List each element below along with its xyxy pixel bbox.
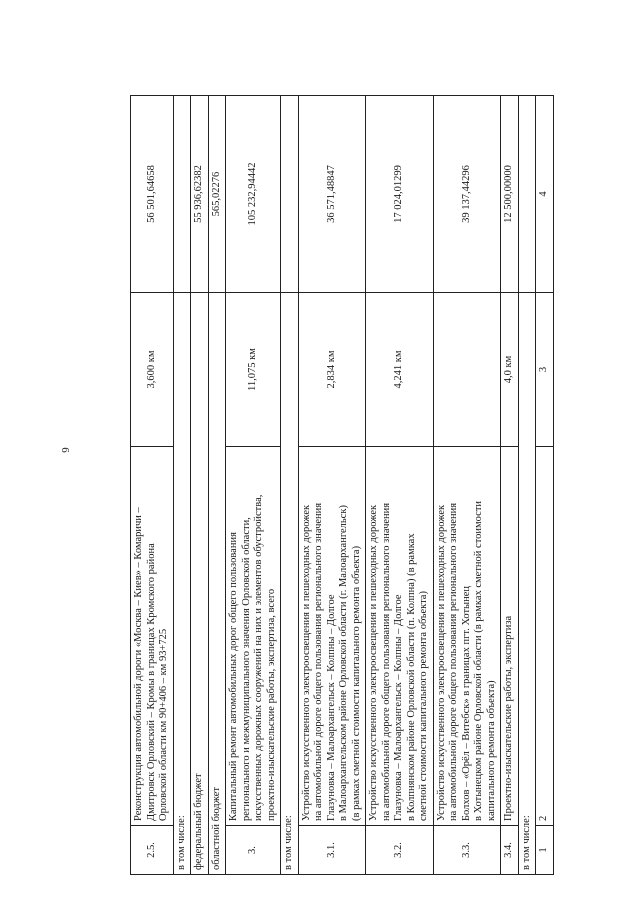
row-length: 4,241 км xyxy=(366,293,434,447)
description-line: Орловской области км 90+406 – км 93+725 xyxy=(158,628,169,821)
row-length: 3,600 км xyxy=(131,293,174,447)
subrow-label: федеральный бюджет xyxy=(191,293,209,875)
description-line: искусственных дорожных сооружений на них и элементов обустройства, xyxy=(253,494,264,821)
description-line: Реконструкция автомобильной дороги «Москва – Киев» – Комаричи – xyxy=(133,507,144,821)
description-line: Глазуновка – Малоархангельск – Колпны – Долгое xyxy=(393,594,404,821)
row-amount: 12 500,00000 xyxy=(501,96,519,293)
row-number: 3.3. xyxy=(433,826,501,875)
row-amount: 56 501,64658 xyxy=(131,96,174,293)
subrow-amount xyxy=(281,96,299,293)
row-amount: 39 137,44296 xyxy=(433,96,501,293)
row-length xyxy=(433,293,501,447)
row-number: 2.5. xyxy=(131,826,174,875)
row-length: 2,834 км xyxy=(298,293,366,447)
budget-table xyxy=(130,95,554,875)
row-amount: 36 571,48847 xyxy=(298,96,366,293)
row-number: 3.1. xyxy=(298,826,366,875)
row-amount: 105 232,94442 xyxy=(226,96,281,293)
column-number: 4 xyxy=(536,96,554,293)
row-amount: 17 024,01299 xyxy=(366,96,434,293)
row-length: 11,075 км xyxy=(226,293,281,447)
row-number: 3.4. xyxy=(501,826,519,875)
row-description xyxy=(131,447,174,826)
description-line: Дмитровск Орловский – Кромы в границах Кромского района xyxy=(145,543,157,821)
subrow-label: областной бюджет xyxy=(208,293,226,875)
table-row xyxy=(131,96,174,875)
subrow-amount: 565,02276 xyxy=(208,96,226,293)
description-line: Устройство искусственного электроосвещения и пешеходных дорожек xyxy=(300,504,312,821)
column-number: 2 xyxy=(536,447,554,826)
description-line: Капитальный ремонт автомобильных дорог общего пользования xyxy=(228,532,239,821)
description-line: на автомобильной дороге общего пользования регионального значения xyxy=(448,502,459,821)
table-row xyxy=(501,96,519,875)
table-row xyxy=(518,96,536,875)
description-line: Глазуновка – Малоархангельск – Колпны – Долгое xyxy=(325,594,337,821)
table-row xyxy=(226,96,281,875)
description-line: на автомобильной дороге общего пользования регионального значения xyxy=(380,502,392,821)
description-line: в Малоархангельском районе Орловской области (г. Малоархангельск) xyxy=(338,505,349,821)
description-line: (в рамках сметной стоимости капитального ремонта объекта) xyxy=(350,545,362,821)
description-line: Устройство искусственного электроосвещения и пешеходных дорожек xyxy=(435,504,447,821)
row-length: 4,0 км xyxy=(501,293,519,447)
column-number: 3 xyxy=(536,293,554,447)
description-line: Устройство искусственного электроосвещения и пешеходных дорожек xyxy=(368,504,379,821)
table-row xyxy=(281,96,299,875)
description-line: сметной стоимости капитального ремонта объекта) xyxy=(418,591,429,821)
subrow-label: в том числе: xyxy=(281,293,299,875)
row-description xyxy=(366,447,434,826)
description-line: в Колпнянском районе Орловской области (п. Колпна) (в рамках xyxy=(405,533,417,821)
row-description xyxy=(433,447,501,826)
page-number: 6 xyxy=(59,447,71,453)
subrow-label: в том числе: xyxy=(173,293,191,875)
subrow-amount xyxy=(173,96,191,293)
column-number-row xyxy=(536,96,554,875)
description-line: Проектно-изыскательские работы, экспертиза xyxy=(503,615,514,821)
table-row xyxy=(298,96,366,875)
table-row xyxy=(366,96,434,875)
table-row xyxy=(208,96,226,875)
description-line: на автомобильной дороге общего пользования регионального значения xyxy=(313,502,324,821)
description-line: проектно-изыскательские работы, экспертиза, всего xyxy=(265,588,277,821)
row-description xyxy=(226,447,281,826)
table-row xyxy=(191,96,209,875)
description-line: в Хотынецком районе Орловской области (в рамках сметной стоимости xyxy=(473,500,484,821)
description-line: регионального и межмуниципального значения Орловской области, xyxy=(240,517,252,821)
row-number: 3.2. xyxy=(366,826,434,875)
subrow-amount xyxy=(518,96,536,293)
subrow-amount: 55 936,62382 xyxy=(191,96,209,293)
description-line: капитального ремонта объекта) xyxy=(485,680,497,821)
table-row xyxy=(433,96,501,875)
row-number: 3. xyxy=(226,826,281,875)
table-row xyxy=(173,96,191,875)
row-description xyxy=(501,447,519,826)
column-number: 1 xyxy=(536,826,554,875)
description-line: Болхов – «Орёл – Витебск» в границах пгт. Хотынец xyxy=(460,585,472,821)
subrow-label: в том числе: xyxy=(518,293,536,875)
row-description xyxy=(298,447,366,826)
rotated-table-container xyxy=(130,95,570,875)
